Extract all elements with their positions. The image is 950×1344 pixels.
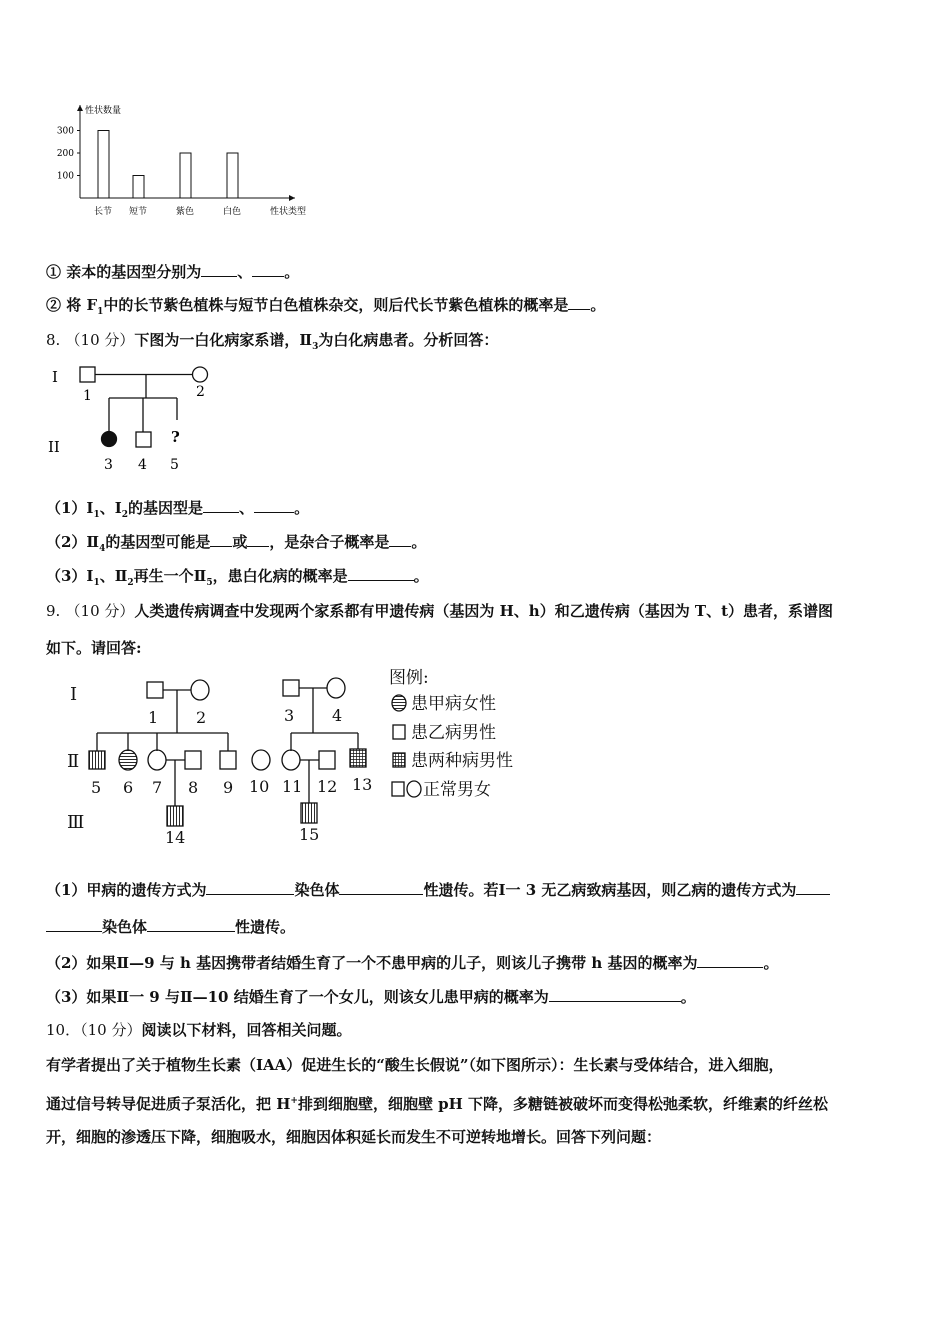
- p9-6: [119, 750, 137, 770]
- svg-text:5: 5: [91, 778, 102, 797]
- p9-4: [327, 678, 345, 698]
- svg-text:14: 14: [165, 828, 186, 847]
- q9-part2: （2）如果Ⅱ—9 与 h 基因携带者结婚生育了一个不患甲病的儿子，则该儿子携带 h 基因的概率为 。: [46, 954, 779, 972]
- svg-text:患两种病男性: 患两种病男性: [411, 751, 513, 771]
- bar-短节: [133, 176, 144, 199]
- affected-female: [102, 432, 117, 447]
- svg-text:11: 11: [282, 777, 303, 796]
- two-disease-pedigree: [55, 665, 535, 850]
- q9-stem-2: 如下。请回答:: [46, 639, 142, 657]
- legend-normal-female-icon: [407, 781, 421, 797]
- gen-label-2: II: [48, 438, 60, 456]
- male-normal: [136, 432, 151, 447]
- p9-14: [167, 806, 183, 826]
- svg-text:8: 8: [188, 778, 199, 797]
- svg-text:正常男女: 正常男女: [423, 780, 491, 800]
- svg-text:Ⅰ: Ⅰ: [70, 684, 78, 705]
- svg-text:2: 2: [196, 384, 205, 400]
- p9-8: [185, 751, 201, 769]
- svg-text:13: 13: [352, 775, 373, 794]
- svg-text:3: 3: [284, 706, 295, 725]
- svg-text:4: 4: [332, 706, 343, 725]
- bar-紫色: [180, 153, 191, 198]
- q8-part1: $(1)Ⅰ_1$、$Ⅰ_2$的基因型是 、 。: [46, 499, 310, 520]
- svg-text:4: 4: [138, 457, 147, 473]
- p9-7: [148, 750, 166, 770]
- y-axis-arrow: [77, 105, 83, 111]
- svg-text:Ⅲ: Ⅲ: [67, 812, 85, 833]
- y-axis-label: 性状数量: [85, 106, 122, 116]
- svg-text:图例:: 图例:: [389, 668, 429, 688]
- x-tick-label: 白色: [222, 207, 242, 217]
- male-normal: [80, 367, 95, 382]
- q8-part2: $(2)Ⅱ_4$的基因型可能是 或 ，是杂合子概率是 。: [46, 533, 427, 554]
- x-axis-label: 性状类型: [269, 207, 307, 217]
- p9-1: [147, 682, 163, 698]
- y-tick-label: 200: [56, 149, 74, 159]
- svg-text:2: 2: [196, 708, 207, 727]
- y-tick-label: 300: [56, 126, 74, 137]
- svg-text:12: 12: [317, 777, 338, 796]
- svg-text:10: 10: [249, 777, 270, 796]
- svg-text:患乙病男性: 患乙病男性: [411, 723, 496, 743]
- p9-2: [191, 680, 209, 700]
- q10-para-3: 开，细胞的渗透压下降，细胞吸水，细胞因体积延长而发生不可逆转地增长。回答下列问题：: [46, 1128, 662, 1146]
- svg-text:5: 5: [170, 457, 179, 473]
- unknown-mark: ?: [171, 428, 180, 446]
- bar-长节: [98, 131, 109, 199]
- p9-15: [301, 803, 317, 823]
- svg-text:15: 15: [299, 825, 320, 844]
- q8-stem: 8. （10 分）下图为一白化病家系谱，$Ⅱ_3$为白化病患者。分析回答：: [46, 331, 499, 352]
- bar-白色: [227, 153, 238, 198]
- q9-part1: （1）甲病的遗传方式为 染色体 性遗传。若Ⅰ一 3 无乙病致病基因，则乙病的遗传方式为: [46, 880, 830, 900]
- x-tick-label: 紫色: [175, 207, 195, 217]
- q9-part1-cont: 染色体 性遗传。: [46, 917, 295, 937]
- q7-part2: ② 将 $F_1$中的长节紫色植株与短节白色植株杂交，则后代长节紫色植株的概率是 。: [46, 296, 606, 317]
- q10-para-2: 通过信号转导促进质子泵活化，把 H+排到细胞壁，细胞壁 pH 下降，多糖链被破坏而变得松弛柔软，纤维素的纤丝松: [46, 1095, 829, 1113]
- p9-5: [89, 751, 105, 769]
- x-axis-arrow: [289, 195, 295, 201]
- y-tick-label: 100: [56, 171, 74, 182]
- gen-label-1: I: [52, 368, 58, 386]
- legend-male-both-icon: [393, 753, 405, 767]
- legend-normal-male-icon: [392, 782, 404, 796]
- p9-13: [350, 749, 366, 767]
- p9-3: [283, 680, 299, 696]
- q8-part3: $(3)Ⅰ_1$、$Ⅱ_2$再生一个$Ⅱ_5$，患白化病的概率是 。: [46, 567, 429, 588]
- q10-stem: 10．（10 分）阅读以下材料，回答相关问题。: [46, 1021, 352, 1039]
- svg-text:6: 6: [123, 778, 134, 797]
- svg-text:9: 9: [223, 778, 234, 797]
- chart-plot: [57, 104, 306, 217]
- female-normal: [193, 367, 208, 382]
- svg-text:1: 1: [83, 388, 92, 404]
- q7-part1: ① 亲本的基因型分别为 、 。: [46, 263, 300, 281]
- albinism-pedigree: [40, 360, 240, 480]
- q9-stem-1: 9. （10 分）人类遗传病调查中发现两个家系都有甲遗传病（基因为 H、h）和乙遗传病（基因为 T、t）患者，系谱图: [46, 602, 834, 620]
- p9-11: [282, 750, 300, 770]
- svg-text:Ⅱ: Ⅱ: [67, 751, 80, 772]
- bar-chart: [40, 95, 340, 230]
- q9-part3: （3）如果Ⅱ一 9 与Ⅱ—10 结婚生育了一个女儿，则该女儿患甲病的概率为 。: [46, 988, 696, 1006]
- svg-text:3: 3: [104, 457, 113, 473]
- q10-para-1: 有学者提出了关于植物生长素（IAA）促进生长的“酸生长假说”（如下图所示）：生长素与受体结合，进入细胞，: [46, 1056, 784, 1074]
- p9-10: [252, 750, 270, 770]
- legend-male-b-icon: [393, 725, 405, 739]
- x-tick-label: 长节: [93, 207, 113, 217]
- x-tick-label: 短节: [128, 207, 148, 217]
- p9-9: [220, 751, 236, 769]
- p9-12: [319, 751, 335, 769]
- legend-female-a-icon: [392, 695, 406, 711]
- svg-text:7: 7: [152, 778, 163, 797]
- svg-text:患甲病女性: 患甲病女性: [411, 694, 496, 714]
- svg-text:1: 1: [148, 708, 159, 727]
